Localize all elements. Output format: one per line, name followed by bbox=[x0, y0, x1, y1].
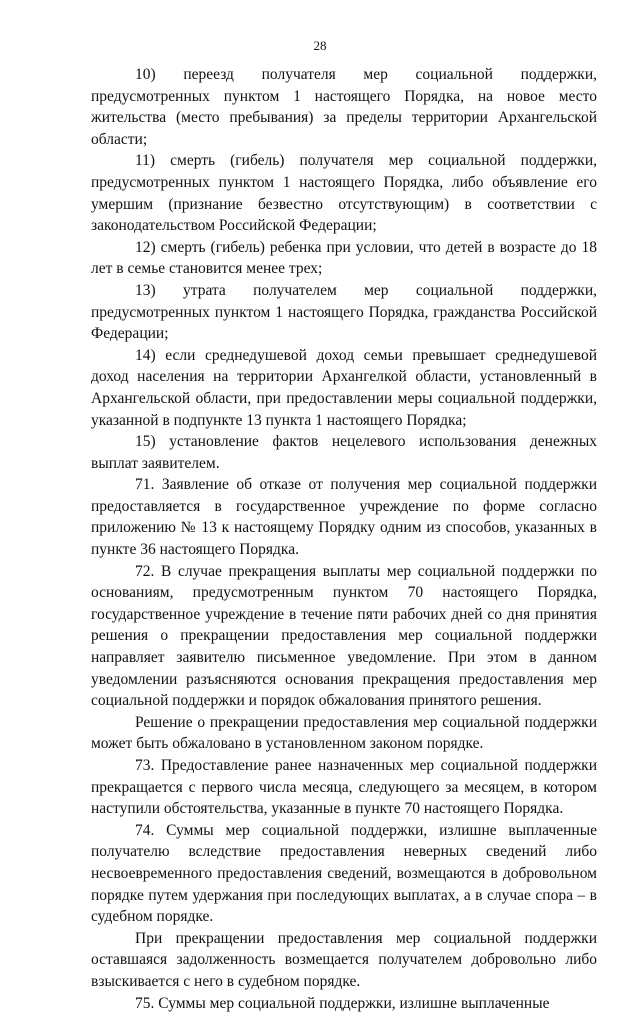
paragraph-item-13: 13) утрата получателем мер социальной поддержки, предусмотренных пунктом 1 настоящего Порядка, гражданства Российской Федерации; bbox=[91, 281, 597, 343]
paragraph-item-14: 14) если среднедушевой доход семьи превышает среднедушевой доход населения на территории Архангелкой области, установленный в Архангельской области, при предоставлении меры социальной поддержки, указанной в подпункте 13 пункта 1 настоящего Порядка; bbox=[91, 346, 597, 429]
paragraph-item-12: 12) смерть (гибель) ребенка при условии, что детей в возрасте до 18 лет в семье становится менее трех; bbox=[91, 238, 597, 278]
paragraph-appeal-decision: Решение о прекращении предоставления мер социальной поддержки может быть обжаловано в установленном законом порядке. bbox=[91, 713, 597, 753]
page-number: 28 bbox=[313, 38, 327, 53]
paragraph-debt-recovery: При прекращении предоставления мер социальной поддержки оставшаяся задолженность возмещается получателем добровольно либо взыскивается с него в судебном порядке. bbox=[91, 929, 597, 990]
paragraph-point-75: 75. Суммы мер социальной поддержки, излишне выплаченные bbox=[135, 994, 550, 1012]
paragraph-point-74: 74. Суммы мер социальной поддержки, излишне выплаченные получателю вследствие предоставления неверных сведений либо несвоевременного предоставления сведений, возмещаются в добровольном порядке путем удержания при последующих выплатах, а в случае спора – в судебном порядке. bbox=[91, 821, 597, 926]
paragraph-item-15: 15) установление фактов нецелевого использования денежных выплат заявителем. bbox=[91, 433, 597, 472]
paragraph-item-11: 11) смерть (гибель) получателя мер социальной поддержки, предусмотренных пунктом 1 настоящего Порядка, либо объявление его умершим (признание безвестно отсутствующим) в соответствии с законодательством Российской Федерации; bbox=[91, 152, 597, 235]
paragraph-point-73: 73. Предоставление ранее назначенных мер социальной поддержки прекращается с первого числа месяца, следующего за месяцем, в котором наступили обстоятельства, указанные в пункте 70 настоящего Порядка. bbox=[91, 757, 597, 818]
paragraph-point-71: 71. Заявление об отказе от получения мер социальной поддержки предоставляется в государственное учреждение по форме согласно приложению № 13 к настоящему Порядку одним из способов, указанных в пункте 36 настоящего Порядка. bbox=[91, 476, 597, 559]
paragraph-point-72: 72. В случае прекращения выплаты мер социальной поддержки по основаниям, предусмотренным пунктом 70 настоящего Порядка, государственное учреждение в течение пяти рабочих дней со дня принятия решения о прекращении предоставления мер социальной поддержки направляет заявителю письменное уведомление. При этом в данном уведомлении разъясняются основания прекращения предоставления мер социальной поддержки и порядок обжалования принятого решения. bbox=[91, 562, 597, 710]
paragraph-item-10: 10) переезд получателя мер социальной поддержки, предусмотренных пунктом 1 настоящего Порядка, на новое место жительства (место пребывания) за пределы территории Архангельской области; bbox=[91, 66, 597, 148]
document-body bbox=[91, 64, 597, 1014]
